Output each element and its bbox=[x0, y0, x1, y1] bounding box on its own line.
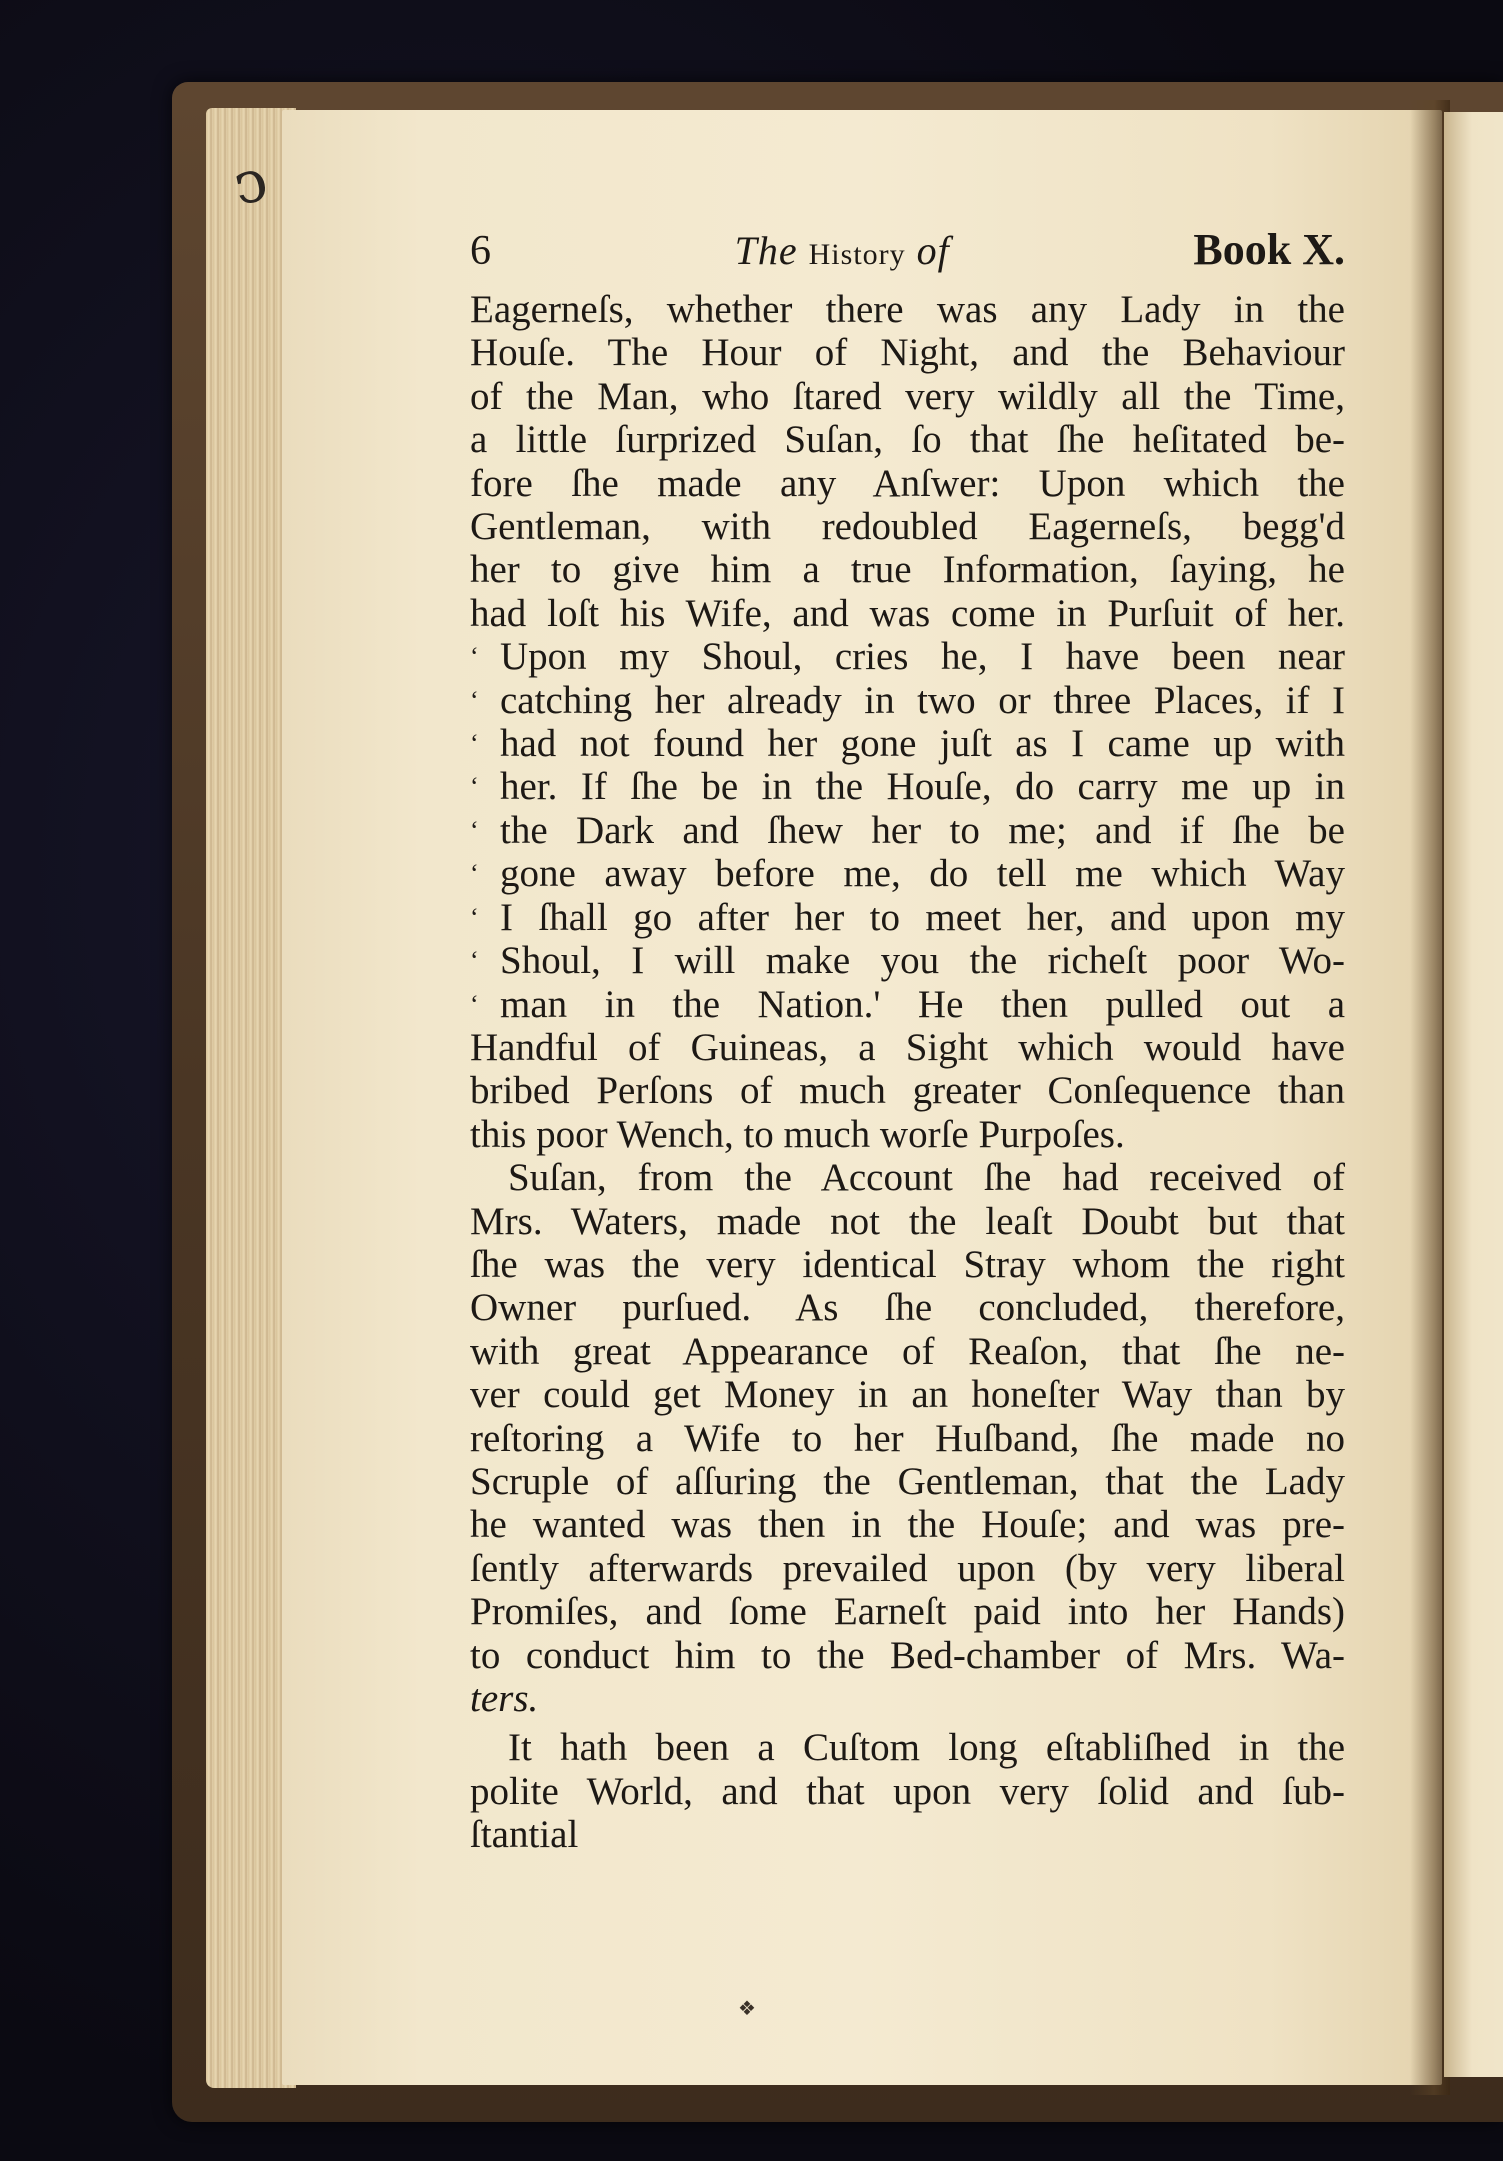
text-line: of the Man, who ſtared very wildly all the Time, bbox=[470, 374, 1345, 418]
text-line: with great Appearance of Reaſon, that ſhe ne- bbox=[470, 1329, 1345, 1373]
quote-mark: ‘ bbox=[470, 946, 479, 976]
text-line: her to give him a true Information, ſaying, he bbox=[470, 548, 1345, 592]
quote-line: the Dark and ſhew her to me; and if ſhe be bbox=[500, 808, 1345, 852]
page-text bbox=[470, 225, 1345, 1857]
text-line: reſtoring a Wife to her Huſband, ſhe made no bbox=[470, 1416, 1345, 1460]
title-the: The bbox=[734, 228, 798, 273]
text-line: Mrs. Waters, made not the leaſt Doubt but that bbox=[470, 1199, 1345, 1243]
text-line: Promiſes, and ſome Earneſt paid into her Hands) bbox=[470, 1590, 1345, 1634]
book-label: Book X. bbox=[1193, 225, 1345, 274]
quote-line: I ſhall go after her to meet her, and upon my bbox=[500, 895, 1345, 939]
text-line: he wanted was then in the Houſe; and was pre- bbox=[470, 1503, 1345, 1547]
quote-mark: ‘ bbox=[470, 772, 479, 802]
quote-mark: ‘ bbox=[470, 815, 479, 845]
title-of: of bbox=[916, 228, 950, 273]
quote-line: man in the Nation.' He then pulled out a bbox=[500, 982, 1345, 1026]
text-line: It hath been a Cuſtom long eſtabliſhed in the bbox=[508, 1726, 1345, 1770]
quote-mark: ‘ bbox=[470, 642, 479, 672]
text-line: Eagerneſs, whether there was any Lady in the bbox=[470, 288, 1345, 331]
quote-mark: ‘ bbox=[470, 859, 479, 889]
text-line: ſently afterwards prevailed upon (by very liberal bbox=[470, 1546, 1345, 1590]
running-title bbox=[735, 229, 950, 276]
pencil-mark: ↄ bbox=[227, 145, 274, 219]
text-line: Suſan, from the Account ſhe had received of bbox=[508, 1156, 1345, 1200]
quote-line: Shoul, I will make you the richeſt poor Wo- bbox=[500, 939, 1345, 983]
text-line: fore ſhe made any Anſwer: Upon which the bbox=[470, 461, 1345, 505]
text-line: ſhe was the very identical Stray whom the right bbox=[470, 1242, 1345, 1286]
paragraph-1-continued bbox=[470, 1026, 1345, 1156]
quote-mark: ‘ bbox=[470, 685, 479, 715]
quote-line: her. If ſhe be in the Houſe, do carry me up in bbox=[500, 765, 1345, 809]
text-line: Houſe. The Hour of Night, and the Behaviour bbox=[470, 331, 1345, 375]
quote-mark: ‘ bbox=[470, 902, 479, 932]
running-header bbox=[470, 225, 1345, 286]
text-line: had loſt his Wife, and was come in Purſuit of her. bbox=[470, 591, 1345, 635]
text-line: bribed Perſons of much greater Conſequence than bbox=[470, 1069, 1345, 1113]
text-line: Handful of Guineas, a Sight which would have bbox=[470, 1025, 1345, 1069]
text-line: this poor Wench, to much worſe Purpoſes. bbox=[470, 1112, 1125, 1156]
text-line: ters. bbox=[470, 1677, 539, 1720]
quote-mark: ‘ bbox=[470, 989, 479, 1019]
page-number: 6 bbox=[470, 228, 491, 274]
quotation bbox=[470, 635, 1345, 1026]
text-line: polite World, and that upon very ſolid and ſub- bbox=[470, 1769, 1345, 1813]
facing-page-edge bbox=[1444, 112, 1503, 2077]
catchword: ſtantial bbox=[470, 1813, 579, 1857]
page-ornament: ❖ bbox=[738, 1996, 756, 2020]
quote-line: gone away before me, do tell me which Way bbox=[500, 852, 1345, 896]
title-history: History bbox=[808, 238, 906, 271]
quote-line: catching her already in two or three Places, if I bbox=[500, 678, 1345, 722]
quote-line: had not found her gone juſt as I came up with bbox=[500, 722, 1345, 766]
paragraph-3 bbox=[470, 1726, 1345, 1856]
text-line: Owner purſued. As ſhe concluded, therefore, bbox=[470, 1286, 1345, 1330]
text-line: a little ſurprized Suſan, ſo that ſhe heſitated be- bbox=[470, 418, 1345, 462]
text-line: ver could get Money in an honeſter Way than by bbox=[470, 1373, 1345, 1417]
quote-line: Upon my Shoul, cries he, I have been near bbox=[500, 635, 1345, 679]
paragraph-1 bbox=[470, 288, 1345, 635]
paragraph-2 bbox=[470, 1156, 1345, 1720]
text-line: Scruple of aſſuring the Gentleman, that the Lady bbox=[470, 1459, 1345, 1503]
quote-mark: ‘ bbox=[470, 729, 479, 759]
text-line: to conduct him to the Bed-chamber of Mrs. Wa- bbox=[470, 1633, 1345, 1677]
text-line: Gentleman, with redoubled Eagerneſs, begg'd bbox=[470, 505, 1345, 549]
